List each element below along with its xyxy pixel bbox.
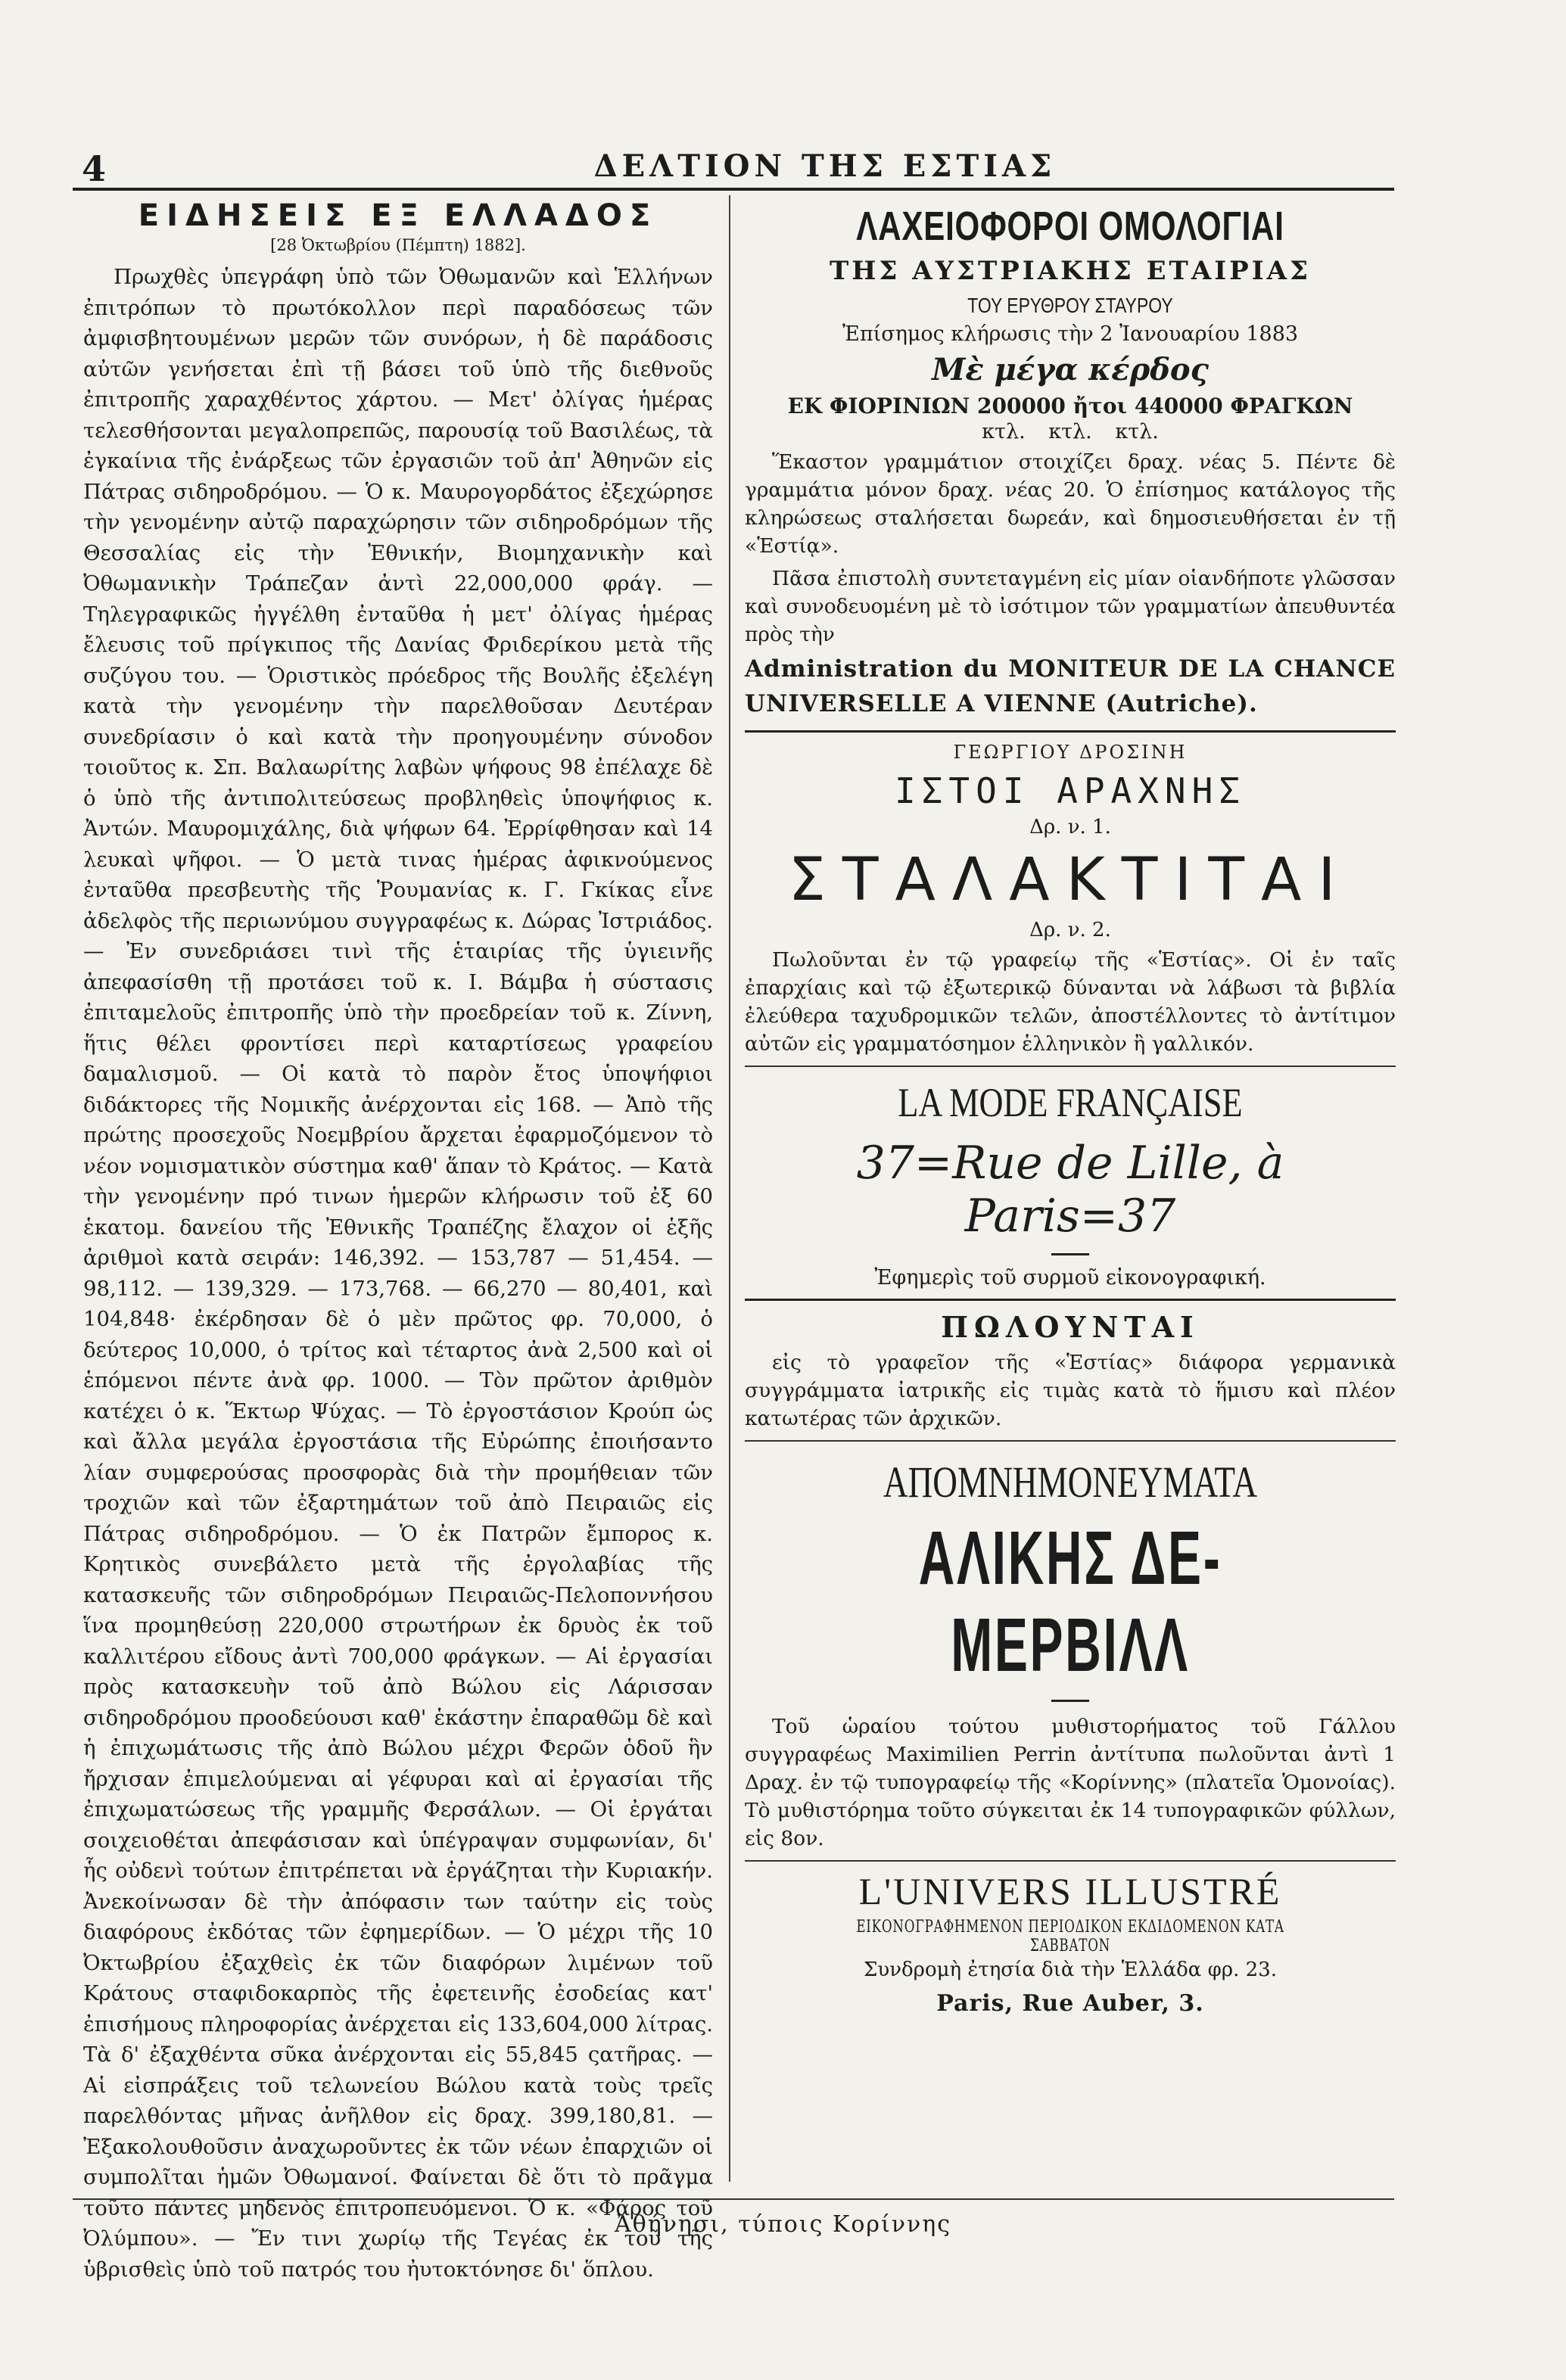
memoirs-title: ΑΠΟΜΝΗΜΟΝΕΥΜΑΤΑ bbox=[883, 1458, 1258, 1507]
page-number: 4 bbox=[82, 148, 107, 189]
memoirs-name: ΑΛΙΚΗΣ ΔΕ-ΜΕΡΒΙΛΛ bbox=[918, 1516, 1222, 1688]
univers-ad bbox=[745, 1869, 1396, 2017]
lottery-subtitle: ΤΗΣ ΑΥΣΤΡΙΑΚΗΣ ΕΤΑΙΡΙΑΣ bbox=[829, 256, 1312, 286]
lottery-title: ΛΑΧΕΙΟΦΟΡΟΙ ΟΜΟΛΟΓΙΑΙ bbox=[856, 204, 1284, 249]
mode-ad bbox=[745, 1079, 1396, 1290]
mode-title: LA MODE FRANÇAISE bbox=[898, 1080, 1243, 1125]
univers-subtitle: ΕΙΚΟΝΟΓΡΑΦΗΜΕΝΟΝ ΠΕΡΙΟΔΙΚΟΝ ΕΚΔΙΔΟΜΕΝΟΝ ΚΑΤΑ ΣΑΒΒΑΤΟΝ bbox=[856, 1918, 1284, 1955]
sale-title: ΠΩΛΟΥΝΤΑΙ bbox=[941, 1310, 1200, 1344]
lottery-official-draw: Ἐπίσημος κλήρωσις τὴν 2 Ἰανουαρίου 1883 bbox=[842, 322, 1299, 346]
footer-rule bbox=[73, 2198, 1394, 2200]
news-dateline: [28 Ὀκτωβρίου (Πέμπτη) 1882]. bbox=[270, 236, 526, 254]
column-divider bbox=[729, 195, 730, 2182]
lottery-price-text: Ἕκαστον γραμμάτιον στοιχίζει δραχ. νέας 5. Πέντε δὲ γραμμάτια μόνον δραχ. νέας 20. Ὁ ἐπίσημος κατάλογος τῆς κληρώσεως σταλήσεται δωρεάν, καὶ δημοσιευθήσεται ἐν τῇ «Ἑστίᾳ». bbox=[745, 450, 1396, 558]
mode-short-rule bbox=[1051, 1253, 1089, 1255]
book2-title: ΣΤΑΛΑΚΤΙΤΑΙ bbox=[788, 846, 1353, 914]
sale-ad bbox=[745, 1310, 1396, 1433]
news-section-title: ΕΙΔΗΣΕΙΣ ΕΞ ΕΛΛΑΔΟΣ bbox=[138, 198, 658, 233]
lottery-order-text: Πᾶσα ἐπιστολὴ συντεταγμένη εἰς μίαν οἱανδήποτε γλῶσσαν καὶ συνοδευομένη μὲ τὸ ἰσότιμον τῶν γραμματίων ἀπευθυντέα πρὸς τὴν bbox=[745, 567, 1396, 646]
book1-price: Δρ. ν. 1. bbox=[1029, 816, 1111, 838]
mode-description: Ἐφημερὶς τοῦ συρμοῦ εἰκονογραφική. bbox=[874, 1266, 1266, 1290]
ad-divider bbox=[745, 730, 1396, 733]
lottery-profit: Μὲ μέγα κέρδος bbox=[932, 352, 1209, 387]
sale-text: εἰς τὸ γραφεῖον τῆς «Ἑστίας» διάφορα γερμανικὰ συγγράμματα ἰατρικῆς εἰς τιμὰς κατὰ τὸ ἥμισυ καὶ πλέον κατωτέρας τῶν ἀρχικῶν. bbox=[745, 1351, 1396, 1430]
ad-divider bbox=[745, 1299, 1396, 1301]
books-ad bbox=[745, 742, 1396, 1058]
memoirs-ad bbox=[745, 1457, 1396, 1853]
lottery-administration: Administration du MONITEUR DE LA CHANCE UNIVERSELLE A VIENNE (Autriche). bbox=[745, 655, 1396, 717]
running-title: ΔΕΛΤΙΟΝ ΤΗΣ ΕΣΤΙΑΣ bbox=[593, 148, 1057, 184]
lottery-ad bbox=[745, 203, 1396, 721]
univers-address: Paris, Rue Auber, 3. bbox=[936, 1990, 1204, 2017]
memoirs-text: Τοῦ ὡραίου τούτου μυθιστορήματος τοῦ Γάλλου συγγραφέως Maximilien Perrin ἀντίτυπα πωλοῦνται ἀντὶ 1 Δραχ. ἐν τῷ τυπογραφείῳ τῆς «Κορίννης» (πλατεῖα Ὁμονοίας). Τὸ μυθιστόρημα τοῦτο σύγκειται ἐκ 14 τυπογραφικῶν φύλλων, εἰς 8ον. bbox=[745, 1715, 1396, 1850]
book1-title: ΙΣΤΟΙ ΑΡΑΧΝΗΣ bbox=[894, 770, 1247, 811]
book2-price: Δρ. ν. 2. bbox=[1029, 919, 1111, 941]
memoirs-short-rule bbox=[1051, 1700, 1089, 1702]
news-column bbox=[83, 198, 713, 2285]
header-rule bbox=[73, 188, 1394, 191]
univers-subscription: Συνδρομὴ ἐτησία διὰ τὴν Ἑλλάδα φρ. 23. bbox=[864, 1958, 1277, 1981]
ad-divider bbox=[745, 1860, 1396, 1862]
news-body: Πρωχθὲς ὑπεγράφη ὑπὸ τῶν Ὀθωμανῶν καὶ Ἑλλήνων ἐπιτρόπων τὸ πρωτόκολλον περὶ παραδόσεως τῶν ἀμφισβητουμένων μερῶν τῶν συνόρων, ἡ δὲ παράδοσις αὐτῶν γενήσεται ἐπὶ τῇ βάσει τοῦ ὑπὸ τῆς διεθνοῦς ἐπιτροπῆς χαραχθέντος χάρτου. — Μετ' ὀλίγας ἡμέρας τελεσθήσονται μεγαλοπρεπῶς, παρουσίᾳ τοῦ Βασιλέως, τὰ ἐγκαίνια τῆς ἐνάρξεως τῶν ἐργασιῶν τοῦ ἀπ' Ἀθηνῶν εἰς Πάτρας σιδηροδρόμου. — Ὁ κ. Μαυρογορδάτος ἐξεχώρησε τὴν γενομένην αὐτῷ παραχώρησιν τῶν σιδηροδρόμων τῆς Θεσσαλίας εἰς τὴν Ἐθνικήν, Βιομηχανικὴν καὶ Ὀθωμανικὴν Τράπεζαν ἀντὶ 22,000,000 φράγ. — Τηλεγραφικῶς ἠγγέλθη ἐνταῦθα ἡ μετ' ὀλίγας ἡμέρας ἔλευσις τοῦ πρίγκιπος τῆς Δανίας Φριδερίκου μετὰ τῆς συζύγου του. — Ὁριστικὸς πρόεδρος τῆς Βουλῆς ἐξελέγη κατὰ τὴν γενομένην τὴν παρελθοῦσαν Δευτέραν συνεδρίασιν ὁ καὶ κατὰ τὴν προηγουμένην σύνοδον τοιοῦτος κ. Σπ. Βαλαωρίτης λαβὼν ψήφους 98 ἐπέλαχε δὲ ὁ ὑπὸ τῆς ἀντιπολιτεύσεως προβληθεὶς ὑποψήφιος κ. Ἀντών. Μαυρομιχάλης, διὰ ψήφων 64. Ἐρρίφθησαν καὶ 14 λευκαὶ ψῆφοι. — Ὁ μετὰ τινας ἡμέρας ἀφικνούμενος ἐνταῦθα πρεσβευτὴς τῆς Ῥουμανίας κ. Γ. Γκίκας εἶνε ἀδελφὸς τῆς περιωνύμου συγγραφέως κ. Δώρας Ἰστριάδος. — Ἐν συνεδριάσει τινὶ τῆς ἑταιρίας τῆς ὑγιεινῆς ἀπεφασίσθη τῇ προτάσει τοῦ κ. Ι. Βάμβα ἡ σύστασις ἐπιταμελοῦς ἐπιτροπῆς ὑπὸ τὴν προεδρείαν τοῦ κ. Ζίννη, ἥτις θέλει φροντίσει περὶ καταρτίσεως γραφείου δαμαλισμοῦ. — Οἱ κατὰ τὸ παρὸν ἔτος ὑποψήφιοι διδάκτορες τῆς Νομικῆς ἀνέρχονται εἰς 168. — Ἀπὸ τῆς πρώτης προσεχοῦς Νοεμβρίου ἄρχεται ἐφαρμοζόμενον τὸ νέον νομισματικὸν σύστημα καθ' ἅπαν τὸ Κράτος. — Κατὰ τὴν γενομένην πρό τινων ἡμερῶν κλήρωσιν τοῦ ἐξ 60 ἑκατομ. δανείου τῆς Ἐθνικῆς Τραπέζης ἔλαχον οἱ ἑξῆς ἀριθμοὶ κατὰ σειράν: 146,392. — 153,787 — 51,454. — 98,112. — 139,329. — 173,768. — 66,270 — 80,401, καὶ 104,848· ἐκέρδησαν δὲ ὁ μὲν πρῶτος φρ. 70,000, ὁ δεύτερος 10,000, ὁ τρίτος καὶ τέταρτος ἀνὰ 2,500 καὶ οἱ ἑπόμενοι πέντε ἀνὰ φρ. 1000. — Τὸν πρῶτον ἀριθμὸν κατέχει ὁ κ. Ἕκτωρ Ψύχας. — Τὸ ἐργοστάσιον Κρούπ ὡς καὶ ἄλλα μεγάλα ἐργοστάσια τῆς Εὐρώπης ἐποιήσαντο λίαν συμφερούσας προσφορὰς διὰ τὴν προμήθειαν τῶν τροχιῶν καὶ τῶν ἐξαρτημάτων τοῦ ἀπὸ Πειραιῶς εἰς Πάτρας σιδηροδρόμου. — Ὁ ἐκ Πατρῶν ἔμπορος κ. Κρητικὸς συνεβάλετο μετὰ τῆς ἐργολαβίας τῆς κατασκευῆς τῶν σιδηροδρόμων Πειραιῶς-Πελοποννήσου ἵνα προμηθεύσῃ 220,000 στρωτήρων ἐκ δρυὸς ἐκ τοῦ καλλιτέρου εἴδους ἀντὶ 700,000 φράγκων. — Αἱ ἐργασίαι πρὸς κατασκευὴν τοῦ ἀπὸ Βώλου εἰς Λάρισσαν σιδηροδρόμου προοδεύουσι καθ' ἑκάστην ἐπαραθῶμ δὲ καὶ ἡ ἐπιχωμάτωσις τῆς ἀπὸ Βώλου μέχρι Φερῶν ὁδοῦ ἣν ἤρχισαν ἐπιμελούμεναι αἱ γέφυραι καὶ αἱ ἐργασίαι τῆς ἐπιχωματώσεως τῆς γραμμῆς Φερσάλων. — Οἱ ἐργάται σοιχειοθέται ἀπεφάσισαν καὶ ὑπέγραψαν συμφωνίαν, δι' ἧς οὐδενὶ τούτων ἐπιτρέπεται νὰ ἐργάζηται τὴν Κυριακήν. Ἀνεκοίνωσαν δὲ τὴν ἀπόφασιν των ταύτην εἰς τοὺς διαφόρους ἐκδότας τῶν ἐφημερίδων. — Ὁ μέχρι τῆς 10 Ὀκτωβρίου ἐξαχθεὶς ἐκ τῶν διαφόρων λιμένων τοῦ Κράτους σταφιδοκαρπὸς τῆς ἐφετεινῆς ἐσοδείας κατ' ἐπισήμους πληροφορίας ἀνέρχεται εἰς 133,604,000 λίτρας. Τὰ δ' ἐξαχθέντα σῦκα ἀνέρχονται εἰς 55,845 ςατῆρας. — Αἱ εἰσπράξεις τοῦ τελωνείου Βώλου κατὰ τοὺς τρεῖς παρελθόντας μῆνας ἀνῆλθον εἰς δραχ. 399,180,81. — Ἐξακολουθοῦσιν ἀναχωροῦντες ἐκ τῶν νέων ἐπαρχιῶν οἱ συμπολῖται ἡμῶν Ὀθωμανοί. Φαίνεται δὲ ὅτι τὸ πρᾶγμα τοῦτο πάντες μηδενὸς ἐπιτροπευόμενοι. Ὁ κ. «Φάρος τοῦ Ὀλύμπου». — Ἔν τινι χωρίῳ τῆς Τεγέας ἐκ τοῦ τῆς ὑβρισθεὶς ὑπὸ τοῦ πατρός του ἠυτοκτόνησε δι' ὅπλου. bbox=[83, 265, 713, 2282]
books-author: ΓΕΩΡΓΙΟΥ ΔΡΟΣΙΝΗ bbox=[953, 742, 1188, 763]
mode-address: 37=Rue de Lille, à Paris=37 bbox=[856, 1137, 1284, 1243]
ad-divider bbox=[745, 1440, 1396, 1442]
advertisements-column bbox=[745, 198, 1396, 2017]
lottery-etc: κτλ. κτλ. κτλ. bbox=[982, 420, 1159, 443]
books-sale-text: Πωλοῦνται ἐν τῷ γραφείῳ τῆς «Ἑστίας». Οἱ ἐν ταῖς ἐπαρχίαις καὶ τῷ ἐξωτερικῷ δύνανται νὰ λάβωσι τὰ βιβλία ἐλεύθερα ταχυδρομικῶν τελῶν, ἀποστέλλοντες τὸ ἀντίτιμον αὐτῶν εἰς γραμματόσημον ἑλληνικὸν ἢ γαλλικόν. bbox=[745, 948, 1396, 1056]
lottery-red-cross: ΤΟΥ ΕΡΥΘΡΟΥ ΣΤΑΥΡΟΥ bbox=[967, 294, 1173, 317]
univers-title: L'UNIVERS ILLUSTRÉ bbox=[858, 1870, 1282, 1912]
lottery-amount: ΕΚ ΦΙΟΡΙΝΙΩΝ 200000 ἤτοι 440000 ΦΡΑΓΚΩΝ bbox=[787, 394, 1353, 418]
ad-divider bbox=[745, 1066, 1396, 1067]
printer-imprint: Ἀθήνησι, τύποις Κορίννης bbox=[614, 2211, 952, 2238]
